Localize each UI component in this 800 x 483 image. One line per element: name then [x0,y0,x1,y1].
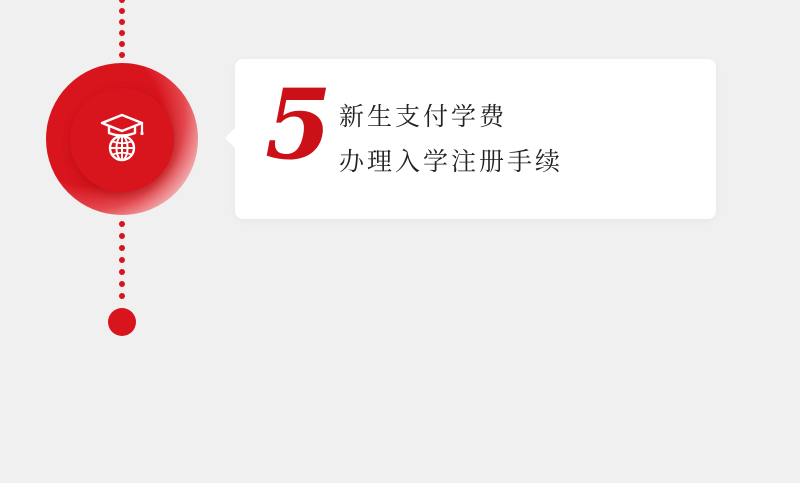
timeline-dot [119,245,125,251]
step-title-line-1: 新生支付学费 [339,102,508,131]
timeline-dot [119,30,125,36]
step-card [235,59,716,219]
timeline-dot [119,221,125,227]
timeline-dot [119,257,125,263]
timeline-dot [119,293,125,299]
timeline-dot [119,233,125,239]
card-pointer [225,128,235,148]
timeline-end-dot [108,308,136,336]
timeline-dot [119,281,125,287]
timeline-dot [119,52,125,58]
timeline-dot [119,41,125,47]
timeline-dot [119,0,125,3]
timeline-dot [119,8,125,14]
step-number: 5 [265,68,330,181]
timeline-dot [119,19,125,25]
graduation-cap-globe-icon [98,112,146,164]
timeline-dot [119,269,125,275]
step-title-line-2: 办理入学注册手续 [339,147,564,176]
